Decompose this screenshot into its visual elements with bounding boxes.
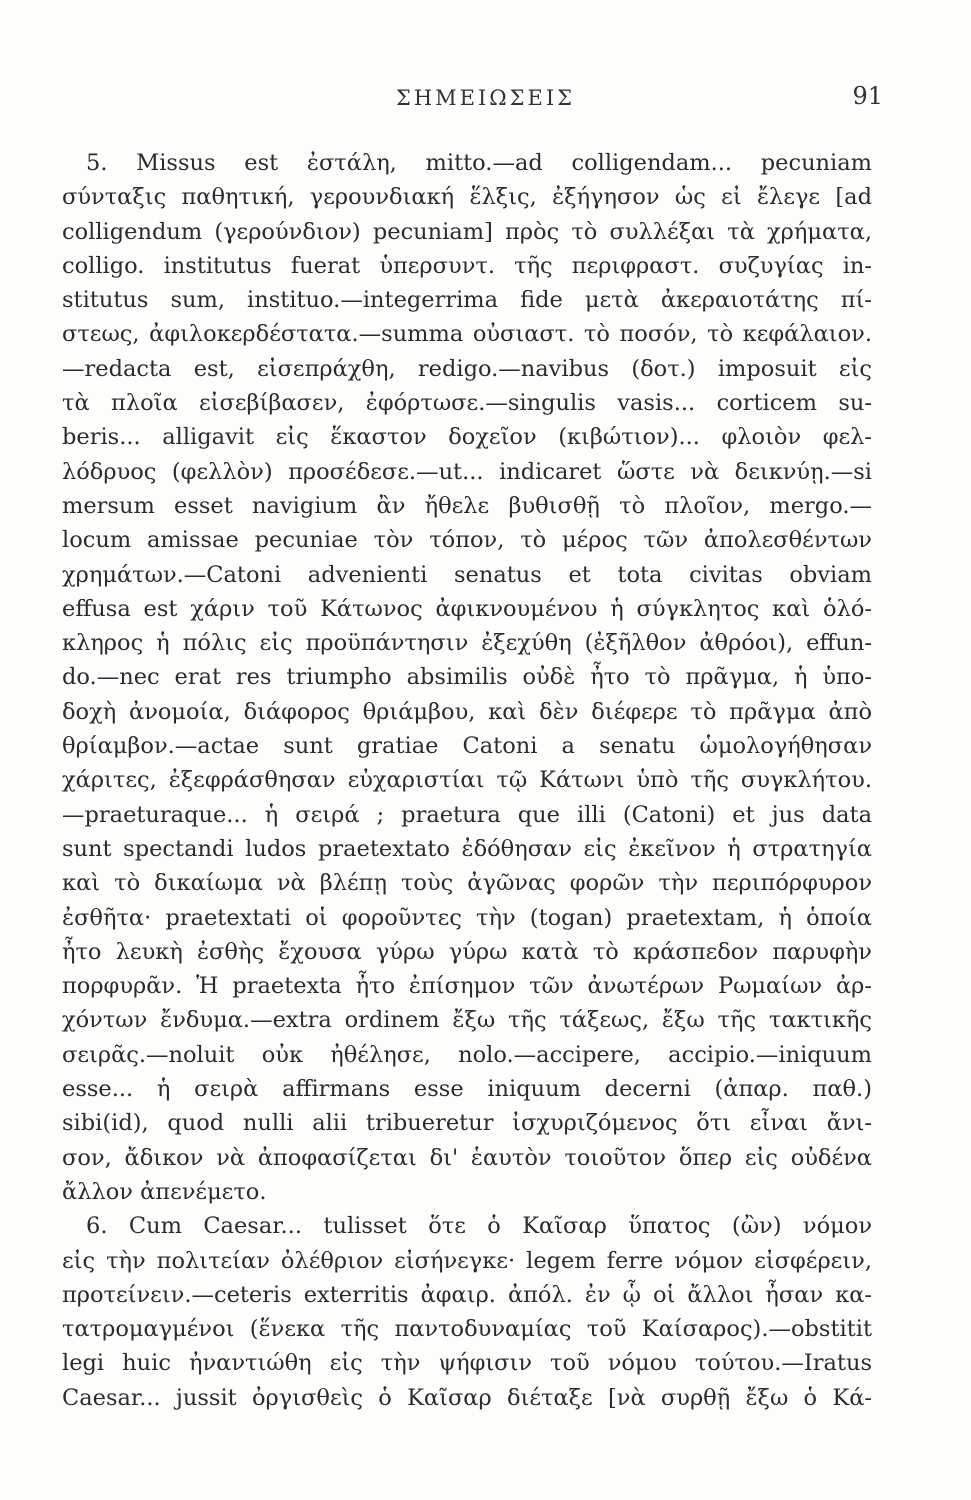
text-line: κληρος ἡ πόλις εἰς προϋπάντησιν ἐξεχύθη (ἐξῆλθον ἀθρόοι), effun- [62,630,872,657]
text-line: τὰ πλοῖα εἰσεβίβασεν, ἐφόρτωσε.—singulis vasis... corticem su- [62,390,872,417]
text-line: esse... ἡ σειρὰ affirmans esse iniquum decerni (ἀπαρ. παθ.) [62,1076,872,1103]
text-line: χόντων ἔνδυμα.—extra ordinem ἔξω τῆς τάξεως, ἔξω τῆς τακτικῆς [62,1007,872,1034]
text-line: sunt spectandi ludos praetextato ἐδόθησαν εἰς ἐκεῖνον ἡ στρατηγία [62,835,872,862]
text-line: προτείνειν.—ceteris exterritis ἀφαιρ. ἀπόλ. ἐν ᾧ οἱ ἄλλοι ἦσαν κα- [62,1281,872,1308]
text-line: τατρομαγμένοι (ἕνεκα τῆς παντοδυναμίας τοῦ Καίσαρος).—obstitit [62,1316,872,1343]
text-line: θρίαμβον.—actae sunt gratiae Catoni a senatu ὡμολογήθησαν [62,733,872,760]
text-line: stitutus sum, instituo.—integerrima fide μετὰ ἀκεραιοτάτης πί- [62,287,872,314]
text-line: colligo. institutus fuerat ὑπερσυντ. τῆς περιφραστ. συζυγίας in- [62,252,872,279]
text-line: πορφυρᾶν. Ἡ praetexta ἦτο ἐπίσημον τῶν ἀνωτέρων Ρωμαίων ἀρ- [62,973,872,1000]
text-line: locum amissae pecuniae τὸν τόπον, τὸ μέρος τῶν ἀπολεσθέντων [62,527,872,554]
text-line: legi huic ἠναντιώθη εἰς τὴν ψήφισιν τοῦ νόμου τούτου.—Iratus [62,1350,872,1377]
text-line: σύνταξις παθητική, γερουνδιακή ἕλξις, ἐξήγησον ὡς εἰ ἔλεγε [ad [62,184,872,211]
text-line: —praeturaque... ἡ σειρά ; praetura que illi (Catoni) et jus data [62,801,872,828]
text-line: colligendum (γερούνδιον) pecuniam] πρὸς τὸ συλλέξαι τὰ χρήματα, [62,218,872,245]
text-line: sibi(id), quod nulli alii tribueretur ἰσχυριζόμενος ὅτι εἶναι ἄνι- [62,1110,872,1137]
text-line: 5. Missus est ἐστάλη, mitto.—ad colligendam... pecuniam [86,150,872,176]
page-number: 91 [852,82,883,110]
text-line: σειρᾶς.—noluit οὐκ ἠθέλησε, nolo.—accipere, accipio.—iniquum [62,1041,872,1068]
text-line: ἄλλον ἀπενέμετο. [62,1178,267,1205]
text-line: beris... alligavit εἰς ἕκαστον δοχεῖον (κιβώτιον)... φλοιὸν φελ- [62,424,872,451]
text-line: 6. Cum Caesar... tulisset ὅτε ὁ Καῖσαρ ὕπατος (ὢν) νόμον [86,1213,872,1240]
running-header: ΣΗΜΕΙΩΣΕΙΣ [395,86,576,110]
text-line: χρημάτων.—Catoni advenienti senatus et tota civitas obviam [62,561,872,588]
text-line: effusa est χάριν τοῦ Κάτωνος ἀφικνουμένου ἡ σύγκλητος καὶ ὁλό- [62,595,872,622]
text-line: εἰς τὴν πολιτείαν ὀλέθριον εἰσήνεγκε· legem ferre νόμον εἰσφέρειν, [62,1247,872,1274]
notes-body [62,146,872,1415]
text-line: λόδρυος (φελλὸν) προσέδεσε.—ut... indicaret ὥστε νὰ δεικνύῃ.—si [62,458,872,485]
text-line: σον, ἄδικον νὰ ἀποφασίζεται δι' ἑαυτὸν τοιοῦτον ὅπερ εἰς οὐδένα [62,1144,872,1171]
text-line: Caesar... jussit ὀργισθεὶς ὁ Καῖσαρ διέταξε [νὰ συρθῇ ἔξω ὁ Κά- [62,1384,872,1411]
text-line: —redacta est, εἰσεπράχθη, redigo.—navibus (δοτ.) imposuit εἰς [62,355,872,382]
text-line: do.—nec erat res triumpho absimilis οὐδὲ ἦτο τὸ πρᾶγμα, ἡ ὑπο- [62,664,872,691]
text-line: δοχὴ ἀνομοία, διάφορος θριάμβου, καὶ δὲν διέφερε τὸ πρᾶγμα ἀπὸ [62,698,872,725]
text-line: στεως, ἀφιλοκερδέστατα.—summa οὐσιαστ. τὸ ποσόν, τὸ κεφάλαιον. [62,321,872,348]
text-line: ἐσθῆτα· praetextati οἱ φοροῦντες τὴν (togan) praetextam, ἡ ὁποία [62,904,872,931]
text-line: καὶ τὸ δικαίωμα νὰ βλέπῃ τοὺς ἀγῶνας φορῶν τὴν περιπόρφυρον [62,870,872,897]
text-line: ἦτο λευκὴ ἐσθὴς ἔχουσα γύρω γύρω κατὰ τὸ κράσπεδον παρυφὴν [62,938,872,965]
text-line: χάριτες, ἐξεφράσθησαν εὐχαριστίαι τῷ Κάτωνι ὑπὸ τῆς συγκλήτου. [62,767,872,794]
text-line: mersum esset navigium ἂν ἤθελε βυθισθῇ τὸ πλοῖον, mergo.— [62,492,872,519]
